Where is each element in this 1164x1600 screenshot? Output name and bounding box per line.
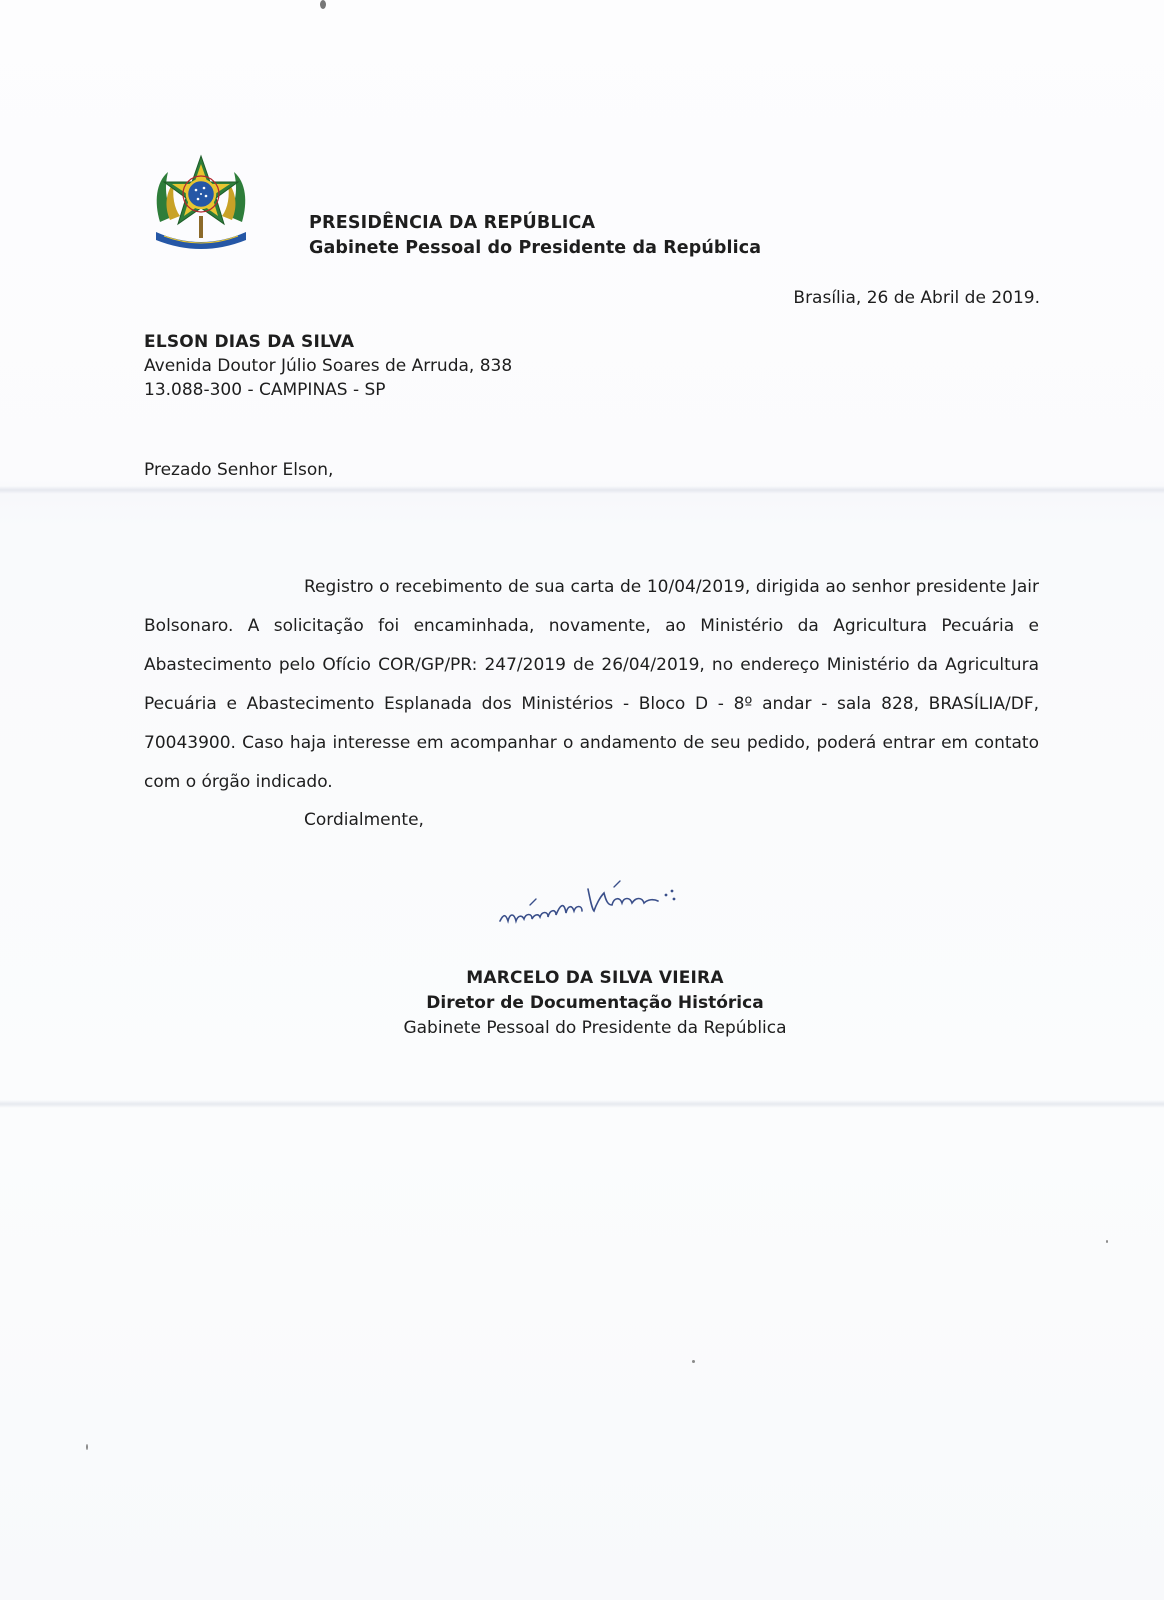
recipient-name: ELSON DIAS DA SILVA xyxy=(144,332,355,352)
brazil-coat-of-arms-icon xyxy=(150,152,252,256)
closing: Cordialmente, xyxy=(304,810,424,830)
recipient-address: Avenida Doutor Júlio Soares de Arruda, 838 xyxy=(144,356,513,376)
paper-speck xyxy=(320,0,326,9)
paper-fold-line xyxy=(0,486,1164,494)
paper-speck xyxy=(86,1444,88,1450)
office-subtitle: Gabinete Pessoal do Presidente da República xyxy=(309,238,762,258)
paper-fold-line xyxy=(0,1100,1164,1108)
signer-block xyxy=(340,966,850,1041)
office-title: PRESIDÊNCIA DA REPÚBLICA xyxy=(309,213,596,233)
paper-speck xyxy=(1106,1240,1108,1243)
letter-date: Brasília, 26 de Abril de 2019. xyxy=(793,288,1040,308)
recipient-city: 13.088-300 - CAMPINAS - SP xyxy=(144,380,386,400)
salutation: Prezado Senhor Elson, xyxy=(144,460,334,480)
signer-office: Gabinete Pessoal do Presidente da República xyxy=(403,1018,787,1038)
handwritten-signature xyxy=(496,875,686,935)
letter-body: Registro o recebimento de sua carta de 10/04/2019, dirigida ao senhor presidente Jair Bolsonaro. A solicitação foi encaminhada, novamente, ao Ministério da Agricultura Pecuária e Abastecimento pelo Ofício COR/GP/PR: 247/2019 de 26/04/2019, no endereço Ministério da Agricultura Pecuária e Abastecimento Esplanada dos Ministérios - Bloco D - 8º andar - sala 828, BRASÍLIA/DF, 70043900. Caso haja interesse em acompanhar o andamento de seu pedido, poderá entrar em contato com o órgão indicado. xyxy=(144,577,1039,792)
signer-role: Diretor de Documentação Histórica xyxy=(426,993,764,1013)
paper-speck xyxy=(692,1360,695,1363)
signer-name: MARCELO DA SILVA VIEIRA xyxy=(466,968,724,988)
